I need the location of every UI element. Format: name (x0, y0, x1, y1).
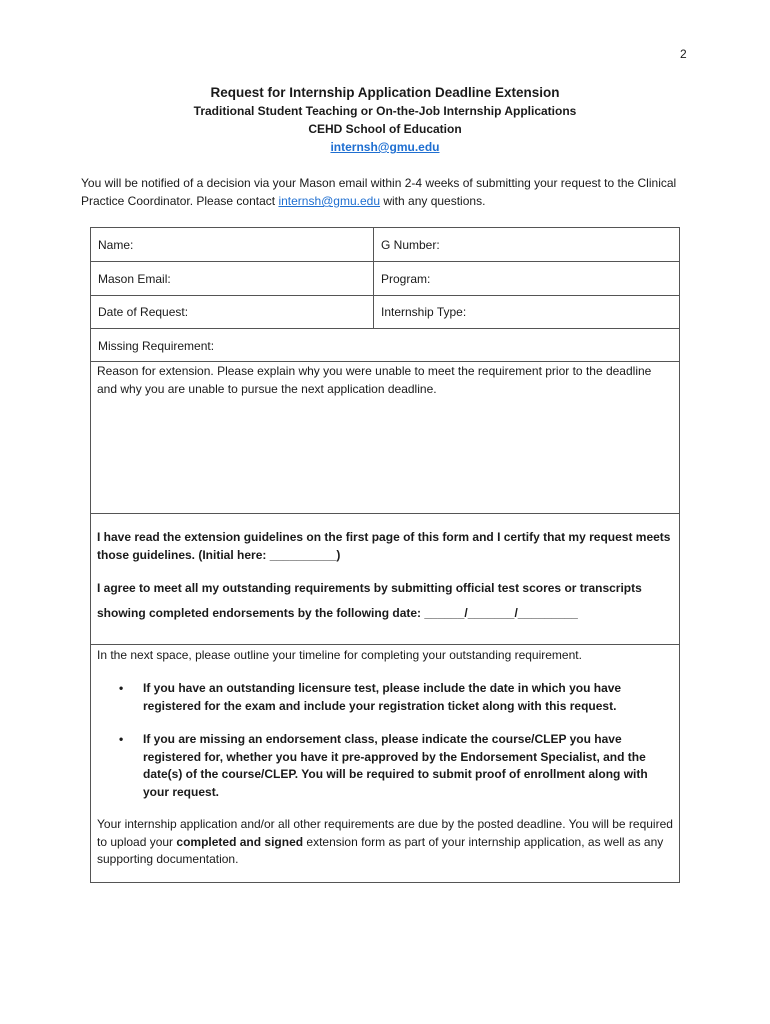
name-label: Name: (98, 238, 134, 252)
intro-paragraph (81, 174, 691, 210)
date-of-request-label: Date of Request: (98, 305, 189, 319)
closing-paragraph (97, 816, 673, 869)
certify-statement: I have read the extension guidelines on the first page of this form and I certify that my request meets those guidelines. (Initial here: __________) (97, 530, 671, 562)
completion-date-line: showing completed endorsements by the following date: ______/_______/_________ (97, 606, 578, 620)
extension-form (90, 227, 680, 883)
row-divider (91, 295, 679, 296)
program-label: Program: (381, 272, 431, 286)
bullet-icon: • (119, 681, 124, 695)
document-title: Request for Internship Application Deadline Extension (210, 85, 560, 100)
school-name: CEHD School of Education (308, 122, 462, 136)
closing-text-end: extension form as part of your internship application, as well as any supporting documentation. (97, 834, 664, 866)
mason-email-label: Mason Email: (98, 272, 171, 286)
missing-requirement-label: Missing Requirement: (98, 339, 215, 353)
g-number-label: G Number: (381, 238, 440, 252)
row-divider (91, 328, 679, 329)
column-divider (373, 228, 374, 328)
closing-text: Your internship application and/or all other requirements are due by the posted deadline. You will be required to upload your (97, 817, 673, 849)
timeline-instructions (111, 680, 671, 817)
intro-text-end: with any questions. (380, 194, 486, 208)
timeline-intro: In the next space, please outline your timeline for completing your outstanding requirement. (97, 648, 582, 662)
intro-email-link[interactable]: internsh@gmu.edu (278, 194, 381, 208)
row-divider (91, 261, 679, 262)
document-header (0, 84, 770, 156)
agree-statement: I agree to meet all my outstanding requirements by submitting official test scores or transcripts (97, 581, 642, 595)
internship-type-label: Internship Type: (381, 305, 467, 319)
row-divider (91, 361, 679, 362)
list-item (111, 680, 671, 715)
document-subtitle: Traditional Student Teaching or On-the-Job Internship Applications (193, 104, 577, 118)
bullet-text: If you have an outstanding licensure test, please include the date in which you have registered for the exam and include your registration ticket along with this request. (143, 681, 622, 713)
bullet-icon: • (119, 732, 124, 746)
row-divider (91, 644, 679, 645)
page-number: 2 (680, 47, 687, 61)
bullet-text: If you are missing an endorsement class, please indicate the course/CLEP you have registered for, whether you have it pre-approved by the Endorsement Specialist, and the date(s) of the course/CLEP. You will be required to submit proof of enrollment along with your request. (143, 732, 648, 799)
row-divider (91, 513, 679, 514)
list-item (111, 731, 671, 801)
intro-text: You will be notified of a decision via your Mason email within 2-4 weeks of submitting your request to the Clinical Practice Coordinator. Please contact (81, 176, 677, 208)
reason-for-extension-label: Reason for extension. Please explain why you were unable to meet the requirement prior to the deadline and why you are unable to pursue the next application deadline. (97, 364, 652, 396)
header-email-link[interactable]: internsh@gmu.edu (330, 140, 440, 154)
closing-emphasis: completed and signed (176, 834, 304, 849)
